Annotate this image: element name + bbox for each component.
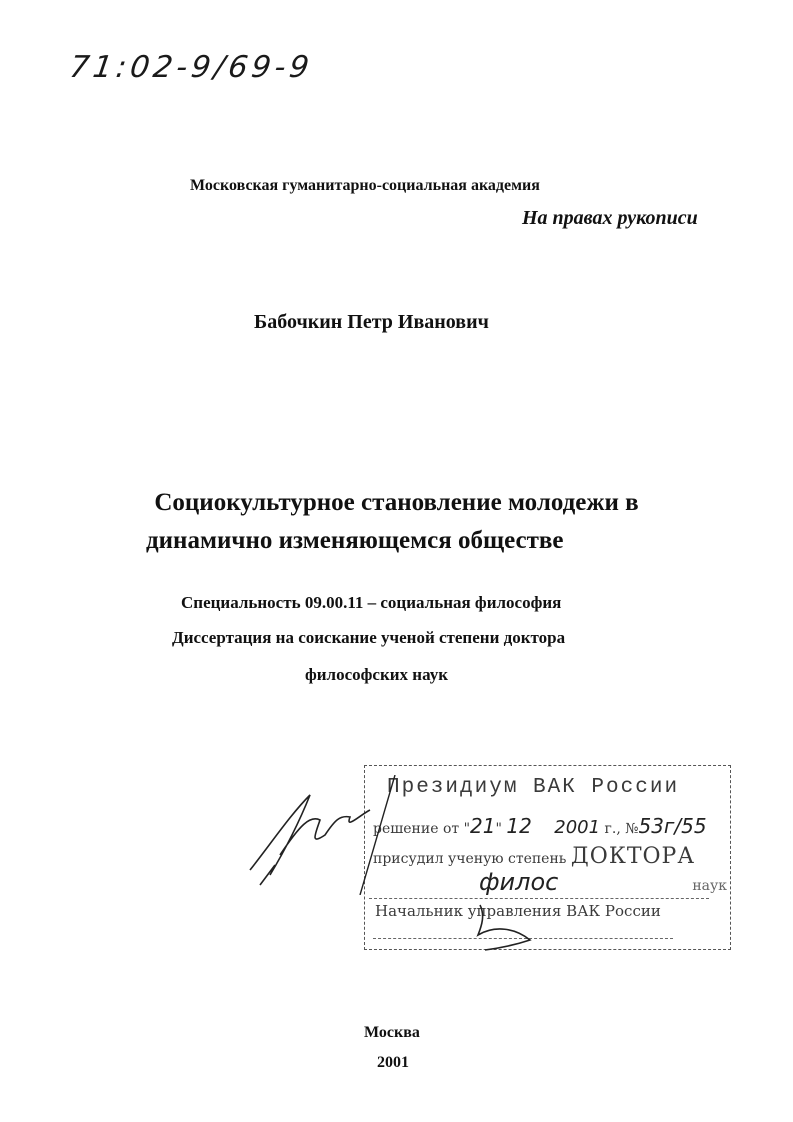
specialty: Специальность 09.00.11 – социальная философия [181,593,562,612]
decision-day: 21 [470,814,496,838]
decision-number: 53г/55 [638,814,707,838]
decision-month: 12 [506,814,532,838]
title-line-1: Социокультурное становление молодежи в [154,489,639,516]
stamp-field-line [369,868,727,899]
decision-prefix: решение от " [373,821,471,837]
title-line-2: динамично изменяющемся обществе [146,527,564,554]
stamp-header: Президиум ВАК России [387,776,680,799]
degree-line-1: Диссертация на соискание ученой степени доктора [172,628,566,647]
city: Москва [364,1024,420,1041]
signature-left-icon [240,775,400,895]
degree-line-2: философских наук [305,665,449,684]
institution-name: Московская гуманитарно-социальная академия [190,177,540,194]
awarded-text: присудил ученую степень [373,851,567,867]
signature-bottom-icon [470,900,550,960]
stamp-decision: решение от "21" 12 2001 г., №53г/55 [373,814,707,838]
stamp-signatory: Начальник управления ВАК России [375,902,661,920]
year: 2001 [377,1054,409,1071]
field-suffix: наук [692,878,727,894]
decision-year: 2001 [554,817,601,838]
awarded-degree: ДОКТОРА [570,844,696,869]
author-name: Бабочкин Петр Иванович [254,311,489,333]
decision-year-suffix: г., № [604,821,639,837]
stamp-awarded [373,844,695,869]
field-handwritten: филос [479,868,559,896]
archive-code: 71:02-9/69-9 [67,50,316,85]
manuscript-notice: На правах рукописи [522,207,698,229]
